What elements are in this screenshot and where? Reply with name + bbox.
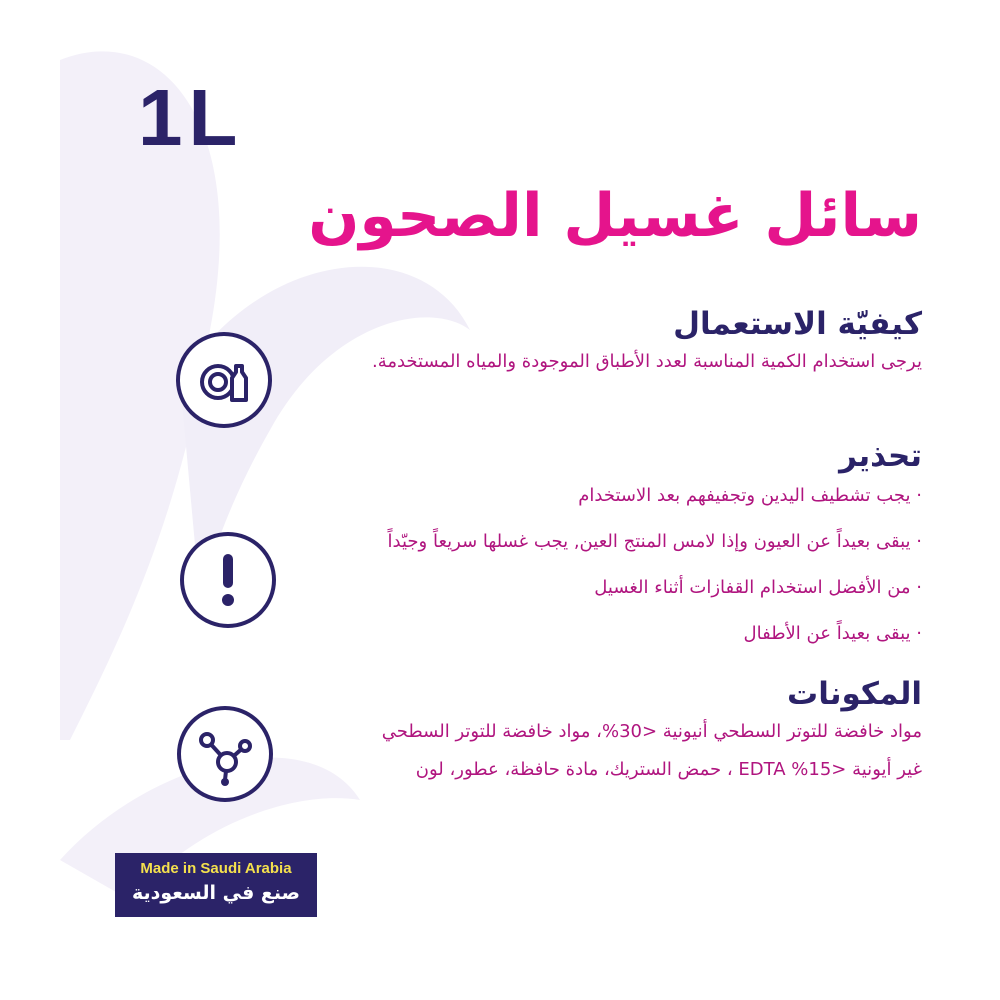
usage-icon-circle bbox=[176, 332, 272, 428]
badge-arabic: صنع في السعودية bbox=[131, 882, 300, 904]
warning-icon-circle bbox=[180, 532, 276, 628]
ingredients-heading: المكونات bbox=[787, 676, 922, 712]
warning-heading: تحذير bbox=[839, 438, 922, 474]
exclamation-icon bbox=[184, 536, 272, 624]
usage-heading: كيفيّة الاستعمال bbox=[673, 306, 922, 342]
warning-item: · يجب تشطيف اليدين وتجفيفهم بعد الاستخدام bbox=[312, 478, 922, 514]
molecule-icon bbox=[181, 710, 269, 798]
ingredients-icon-circle bbox=[177, 706, 273, 802]
warning-item: · يبقى بعيداً عن الأطفال bbox=[312, 616, 922, 652]
volume-label: 1L bbox=[138, 73, 244, 162]
product-title: سائل غسيل الصحون bbox=[308, 181, 922, 251]
plate-and-bottle-icon bbox=[180, 336, 268, 424]
made-in-badge bbox=[115, 853, 317, 917]
usage-text: يرجى استخدام الكمية المناسبة لعدد الأطباق الموجودة والمياه المستخدمة. bbox=[371, 351, 922, 372]
warning-item: · يبقى بعيداً عن العيون وإذا لامس المنتج العين, يجب غسلها سريعاً وجيّداً bbox=[312, 524, 922, 560]
warning-item: · من الأفضل استخدام القفازات أثناء الغسيل bbox=[312, 570, 922, 606]
warning-list bbox=[312, 478, 922, 662]
badge-english: Made in Saudi Arabia bbox=[140, 860, 292, 877]
ingredients-text: مواد خافضة للتوتر السطحي أنيونية <30%، مواد خافضة للتوتر السطحي غير أيونية <15% EDTA ، حمض الستريك، مادة حافظة، عطور، لون bbox=[381, 721, 922, 780]
